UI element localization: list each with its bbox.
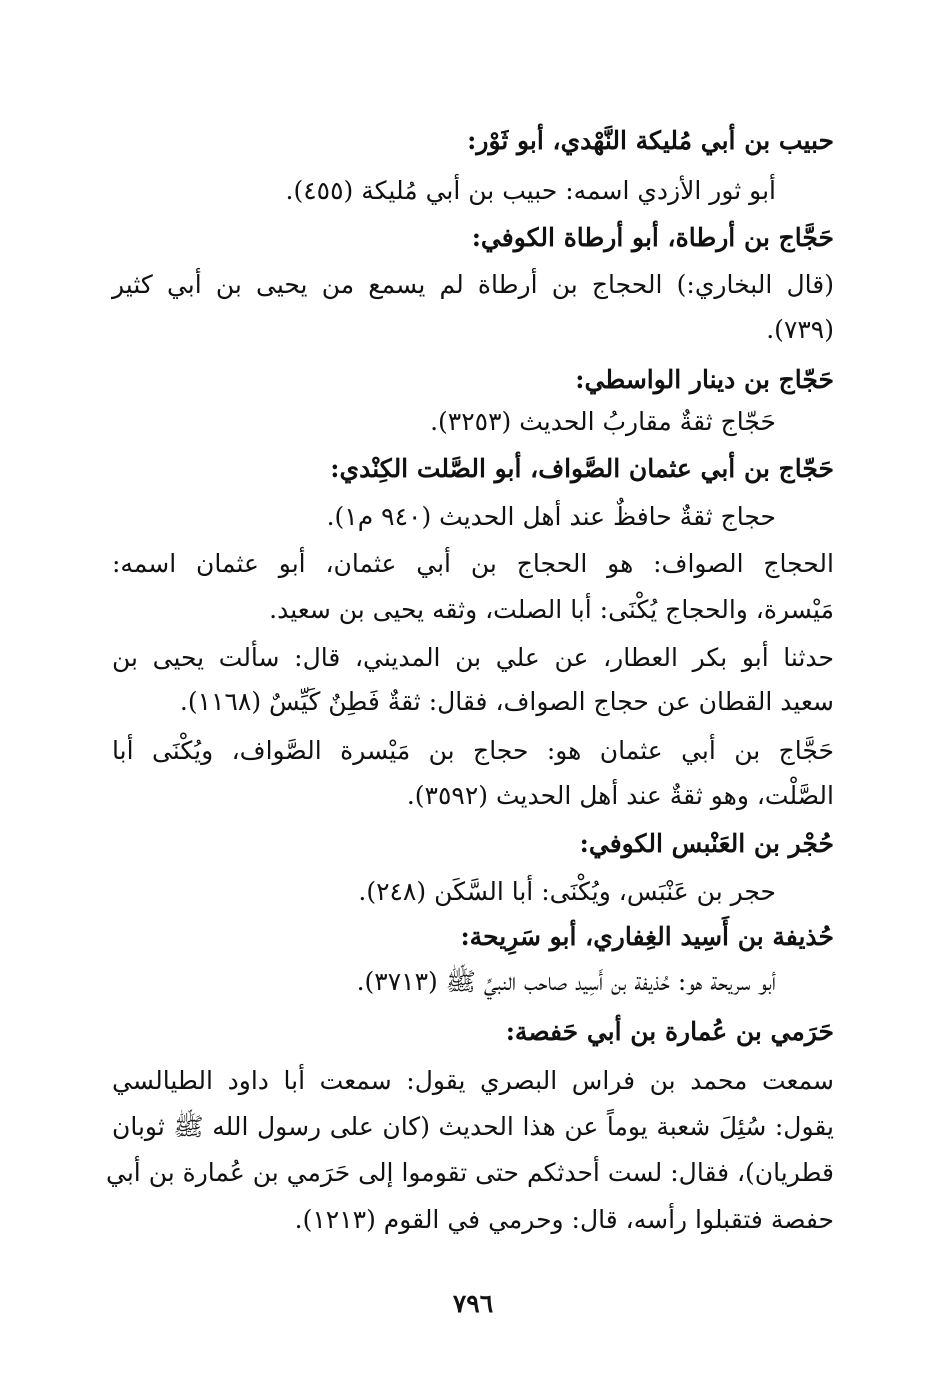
entry-heading-hajjaj-dinar: حَجّاج بن دينار الواسطي:: [575, 365, 834, 394]
entry-text: الصَّلْت، وهو ثقةٌ عند أهل الحديث (٣٥٩٢).: [406, 781, 834, 810]
entry-text: حَجّاج ثقةٌ مقاربُ الحديث (٣٢٥٣).: [430, 407, 776, 436]
page-number: ٧٩٦: [452, 1289, 494, 1318]
entry-heading-harami: حَرَمي بن عُمارة بن أبي حَفصة:: [505, 1017, 834, 1046]
entry-text: سعيد القطان عن حجاج الصواف، فقال: ثقةٌ فَطِنٌ كَيِّسٌ (١١٦٨).: [179, 687, 834, 716]
entry-heading-hajjaj-artat: حَجَّاج بن أرطاة، أبو أرطاة الكوفي:: [471, 223, 834, 252]
entry-text: حَجَّاج بن أبي عثمان هو: حجاج بن مَيْسرة الصَّواف، ويُكْنَى أبا: [112, 736, 834, 765]
entry-text: سمعت محمد بن فراس البصري يقول: سمعت أبا داود الطيالسي: [112, 1066, 834, 1095]
entry-text: الحجاج الصواف: هو الحجاج بن أبي عثمان، أبو عثمان اسمه:: [112, 549, 834, 578]
entry-heading-hajjaj-sawwaf: حَجّاج بن أبي عثمان الصَّواف، أبو الصَّلت الكِنْدي:: [330, 454, 834, 483]
entry-text: مَيْسرة، والحجاج يُكْنَى: أبا الصلت، وثقه يحيى بن سعيد.: [269, 595, 834, 624]
entry-text: قطريان)، فقال: لست أحدثكم حتى تقوموا إلى حَرَمي بن عُمارة بن أبي: [106, 1158, 834, 1187]
entry-text: أبو ثور الأزدي اسمه: حبيب بن أبي مُليكة (٤٥٥).: [285, 176, 776, 205]
entry-text: (٧٣٩).: [766, 315, 834, 344]
entry-heading-habib: حبيب بن أبي مُليكة النَّهْدي، أبو ثَوْر:: [467, 126, 834, 155]
entry-text: حفصة فتقبلوا رأسه، قال: وحرمي في القوم (١٢١٣).: [294, 1205, 834, 1234]
entry-text: حجر بن عَنْبَس، ويُكْنَى: أبا السَّكَن (٢٤٨).: [358, 877, 776, 906]
entry-text: يقول: سُئِلَ شعبة يوماً عن هذا الحديث (كان على رسول الله ﷺ ثوبان: [112, 1112, 834, 1141]
entry-text: (قال البخاري:) الحجاج بن أرطاة لم يسمع من يحيى بن أبي كثير: [112, 270, 834, 299]
entry-text: أبو سريحة هو: حُذيفة بن أَسِيد صاحب النبيِّ ﷺ (٣٧١٣).: [356, 967, 776, 996]
entry-heading-hujr: حُجْر بن العَنْبس الكوفي:: [579, 829, 834, 858]
entry-heading-hudhayfa: حُذيفة بن أَسِيد الغِفاري، أبو سَرِيحة:: [460, 922, 834, 951]
entry-text: حدثنا أبو بكر العطار، عن علي بن المديني، قال: سألت يحيى بن: [112, 643, 834, 672]
entry-text: حجاج ثقةٌ حافظٌ عند أهل الحديث (٩٤٠ م١).: [326, 502, 776, 531]
